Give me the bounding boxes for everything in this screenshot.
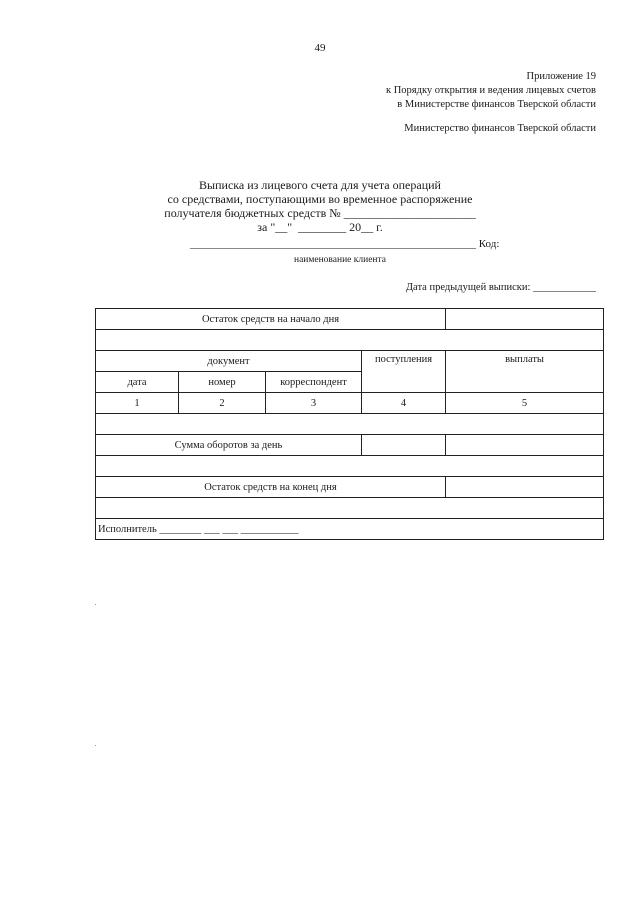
column-number: 2 [179,393,266,414]
page-number: 49 [314,42,326,54]
turnover-receipts-value [362,435,446,456]
scan-speck [95,745,96,746]
title-line-4: за "__" ________ 20__ г. [257,220,383,234]
appendix-reference [386,70,596,112]
turnover-sum-label: Сумма оборотов за день [96,435,362,456]
appendix-to-line-1: к Порядку открытия и ведения лицевых счетов [385,85,596,96]
previous-statement-date: Дата предыдущей выписки: ____________ [405,282,596,293]
correspondent-header: корреспондент [266,372,362,393]
turnover-payments-value [446,435,604,456]
closing-balance-label: Остаток средств на конец дня [96,477,446,498]
payments-header: выплаты [446,351,604,393]
column-number: 4 [362,393,446,414]
title-line-3: получателя бюджетных средств № ______________________ [164,206,476,220]
client-code-line: ____________________________________________________ Код: [190,238,500,250]
executor-signature-cell [96,519,604,540]
column-number: 1 [96,393,179,414]
appendix-to-line-2: в Министерстве финансов Тверской области [397,99,596,110]
receipts-header: поступления [362,351,446,393]
table-row [96,351,604,372]
empty-cell [96,456,604,477]
table-row [96,519,604,540]
document-header: документ [96,351,362,372]
client-name-caption: наименование клиента [293,255,386,265]
empty-cell [96,414,604,435]
column-number: 3 [266,393,362,414]
statement-table [95,308,604,540]
organization-name: Министерство финансов Тверской области [404,123,596,134]
executor-signature-line: Исполнитель ________ ___ ___ ___________ [98,523,299,535]
table-row [96,456,604,477]
empty-cell [96,498,604,519]
empty-cell [96,330,604,351]
title-line-1: Выписка из лицевого счета для учета операций [199,178,441,192]
scan-speck [95,604,96,605]
number-header: номер [179,372,266,393]
table-row [96,435,604,456]
table-row [96,309,604,330]
date-header: дата [96,372,179,393]
title-line-2: со средствами, поступающими во временное распоряжение [167,192,473,206]
column-number: 5 [446,393,604,414]
appendix-label: Приложение 19 [526,71,596,82]
table-row [96,414,604,435]
opening-balance-value [446,309,604,330]
table-row [96,477,604,498]
document-title [0,178,640,234]
closing-balance-value [446,477,604,498]
table-row [96,498,604,519]
table-row [96,393,604,414]
table-row [96,330,604,351]
opening-balance-label: Остаток средств на начало дня [96,309,446,330]
